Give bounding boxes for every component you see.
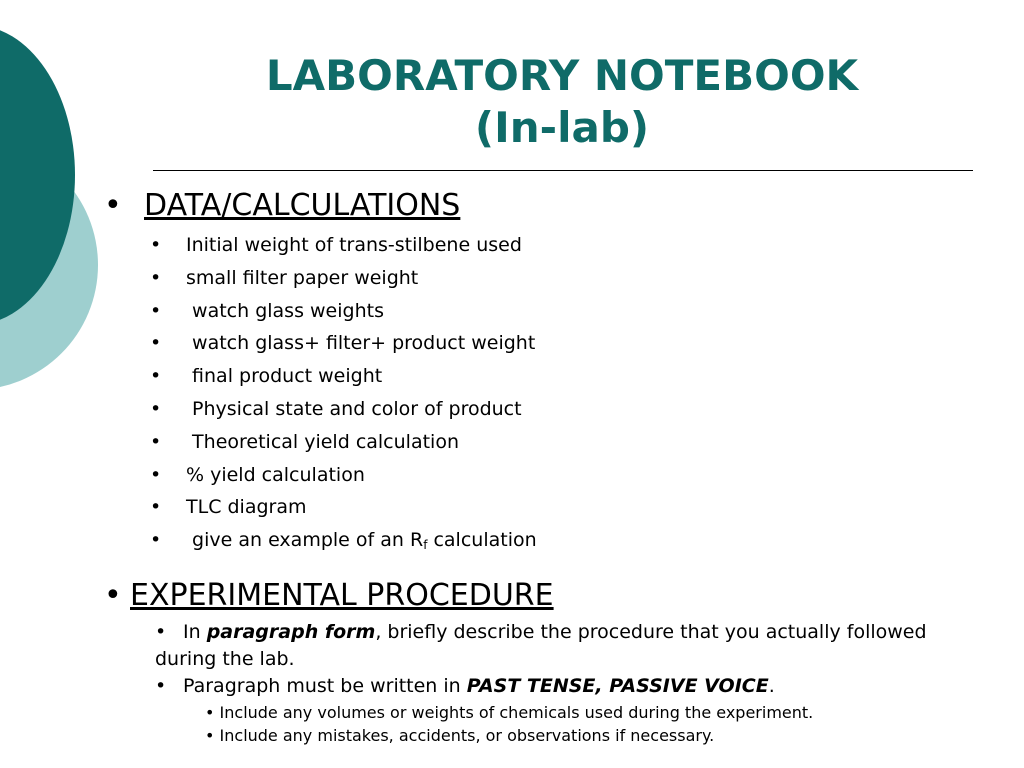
procedure-paragraph-2 (155, 673, 975, 700)
para2-text-after: . (768, 675, 775, 697)
data-items-list (150, 229, 537, 557)
bullet: • (150, 234, 162, 256)
list-item (150, 229, 537, 262)
list-item-text: small filter paper weight (186, 266, 419, 289)
list-item (150, 426, 537, 459)
bullet: • (150, 365, 162, 388)
bullet: • (205, 703, 215, 722)
rf-text-after: calculation (427, 529, 537, 552)
list-item-text: Physical state and color of product (186, 397, 522, 420)
list-item (150, 327, 537, 360)
bullet: • (155, 621, 167, 643)
section-heading-data (104, 186, 460, 226)
list-item (150, 262, 537, 295)
bullet: • (150, 430, 162, 453)
subitem-text: Include any volumes or weights of chemicals used during the experiment. (219, 703, 814, 722)
bullet: • (104, 578, 122, 613)
para1-text-after: , briefly describe the procedure that you actually followed during the lab. (155, 621, 927, 670)
list-item-text: final product weight (186, 365, 383, 388)
list-item-rf (150, 524, 537, 557)
procedure-subitem (205, 725, 714, 747)
list-item (150, 491, 537, 524)
procedure-paragraph-1 (155, 619, 975, 673)
para1-emphasis: paragraph form (206, 621, 376, 643)
rf-subscript: f (423, 538, 428, 553)
list-item (150, 393, 537, 426)
list-item (150, 295, 537, 328)
bullet: • (155, 675, 167, 697)
rf-text-before: give an example of an R (186, 529, 424, 552)
procedure-subitem (205, 702, 813, 724)
list-item-text: % yield calculation (186, 463, 365, 486)
bullet: • (104, 188, 122, 223)
list-item-text: Initial weight of trans-stilbene used (186, 234, 522, 256)
list-item-text: watch glass+ filter+ product weight (186, 332, 536, 355)
title-divider (153, 170, 973, 171)
bullet: • (150, 266, 162, 289)
title-line-1: LABORATORY NOTEBOOK (265, 51, 859, 100)
bullet: • (150, 332, 162, 355)
bullet: • (150, 463, 162, 486)
bullet: • (150, 299, 162, 322)
section-heading-text: EXPERIMENTAL PROCEDURE (130, 578, 554, 613)
list-item-text: Theoretical yield calculation (186, 430, 459, 453)
bullet: • (150, 397, 162, 420)
bullet: • (150, 496, 162, 519)
list-item-text: watch glass weights (186, 299, 384, 322)
list-item-text: TLC diagram (186, 496, 307, 519)
para2-text-before: Paragraph must be written in (183, 675, 467, 697)
subitem-text: Include any mistakes, accidents, or observations if necessary. (219, 726, 715, 745)
section-heading-procedure (104, 576, 554, 616)
para1-text-before: In (183, 621, 207, 643)
para2-emphasis: PAST TENSE, PASSIVE VOICE (466, 675, 769, 697)
title-line-2: (In-lab) (474, 103, 650, 152)
slide-title (150, 50, 974, 154)
list-item (150, 360, 537, 393)
list-item (150, 459, 537, 492)
section-heading-text: DATA/CALCULATIONS (144, 188, 461, 223)
bullet: • (205, 726, 215, 745)
bullet: • (150, 529, 162, 552)
